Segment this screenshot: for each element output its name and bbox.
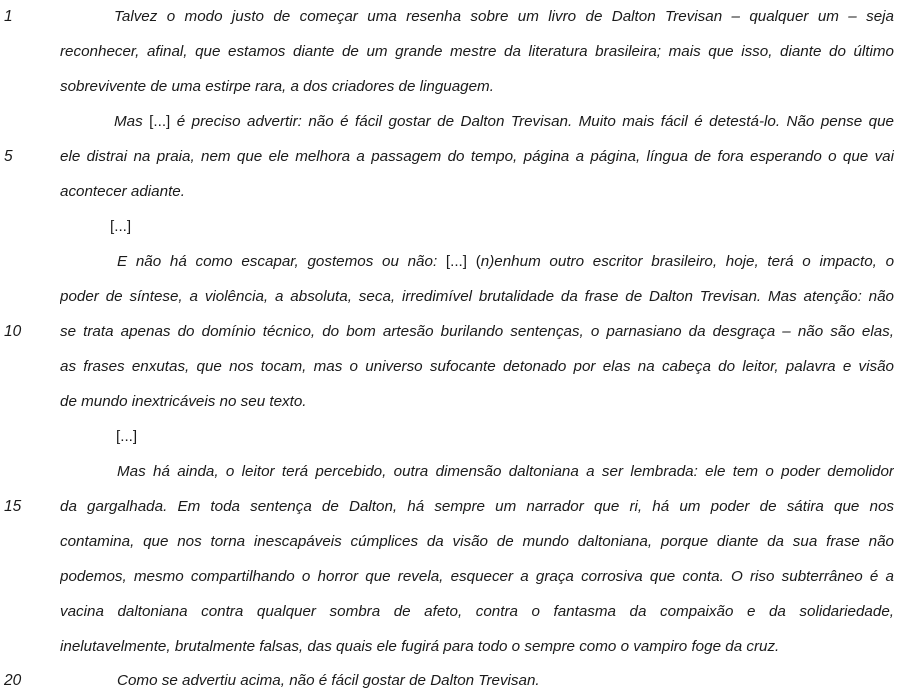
text-line [0, 209, 906, 244]
text-line [0, 524, 906, 559]
text-line [0, 139, 906, 174]
text-line [0, 629, 906, 664]
text-fragment: )enhum outro escritor brasileiro, hoje, terá o impacto, o [489, 253, 894, 270]
omission-marker: [...] [110, 218, 132, 235]
paragraph-1-line: sobrevivente de uma estirpe rara, a dos criadores de linguagem. [60, 78, 494, 95]
paragraph-1-line: Talvez o modo justo de começar uma resenha sobre um livro de Dalton Trevisan – qualquer um – seja [114, 8, 894, 25]
paragraph-2-line [114, 104, 894, 139]
text-line [0, 594, 906, 629]
text-line [0, 454, 906, 489]
text-line [0, 489, 906, 524]
paragraph-1-line: reconhecer, afinal, que estamos diante de um grande mestre da literatura brasileira; mais que isso, diante do último [60, 43, 894, 60]
line-number: 1 [4, 8, 13, 25]
text-fragment: Mas [114, 113, 150, 130]
paragraph-2-line: ele distrai na praia, nem que ele melhora a passagem do tempo, página a página, língua de fora esperando o que vai [60, 148, 894, 165]
ellipsis-bracket: [...] [149, 113, 171, 130]
text-fragment: n [480, 253, 490, 270]
text-fragment: é preciso advertir: não é fácil gostar de Dalton Trevisan. Muito mais fácil é detestá-lo. Não pense que [170, 113, 894, 130]
paragraph-2-line: acontecer adiante. [60, 183, 185, 200]
text-line [0, 314, 906, 349]
paragraph-4-line: podemos, mesmo compartilhando o horror que revela, esquecer a graça corrosiva que conta. O riso subterrâneo é a [60, 568, 894, 585]
paragraph-4-line: inelutavelmente, brutalmente falsas, das quais ele fugirá para todo o sempre como o vampiro foge da cruz. [60, 638, 780, 655]
line-number: 20 [4, 672, 22, 689]
text-line [0, 419, 906, 454]
paragraph-3-line [117, 244, 894, 279]
text-line [0, 349, 906, 384]
line-number: 15 [4, 498, 22, 515]
text-line [0, 384, 906, 419]
paragraph-5-line: Como se advertiu acima, não é fácil gostar de Dalton Trevisan. [117, 672, 540, 689]
text-line [0, 69, 906, 104]
line-number: 10 [4, 323, 22, 340]
text-line [0, 244, 906, 279]
omission-marker: [...] [116, 428, 138, 445]
text-line [0, 279, 906, 314]
paragraph-3-line: de mundo inextricáveis no seu texto. [60, 393, 307, 410]
paragraph-3-line: as frases enxutas, que nos tocam, mas o universo sufocante detonado por elas na cabeça do leitor, palavra e visão [60, 358, 894, 375]
paragraph-3-line: poder de síntese, a violência, a absoluta, seca, irredimível brutalidade da frase de Dalton Trevisan. Mas atenção: não [60, 288, 894, 305]
paragraph-4-line: contamina, que nos torna inescapáveis cúmplices da visão de mundo daltoniana, porque diante da sua frase não [60, 533, 894, 550]
text-line [0, 104, 906, 139]
line-number: 5 [4, 148, 13, 165]
text-line [0, 559, 906, 594]
paragraph-4-line: Mas há ainda, o leitor terá percebido, outra dimensão daltoniana a ser lembrada: ele tem o poder demolidor [117, 463, 894, 480]
paragraph-4-line: da gargalhada. Em toda sentença de Dalton, há sempre um narrador que ri, há um poder de sátira que nos [60, 498, 894, 515]
paragraph-4-line: vacina daltoniana contra qualquer sombra de afeto, contra o fantasma da compaixão e da solidariedade, [60, 603, 894, 620]
text-fragment: E não há como escapar, gostemos ou não: [117, 253, 446, 270]
text-line [0, 174, 906, 209]
text-line [0, 0, 906, 34]
text-line [0, 34, 906, 69]
paragraph-3-line: se trata apenas do domínio técnico, do bom artesão burilando sentenças, o parnasiano da desgraça – não são elas, [60, 323, 894, 340]
ellipsis-bracket: [...] ( [445, 253, 481, 270]
text-line [0, 663, 906, 698]
